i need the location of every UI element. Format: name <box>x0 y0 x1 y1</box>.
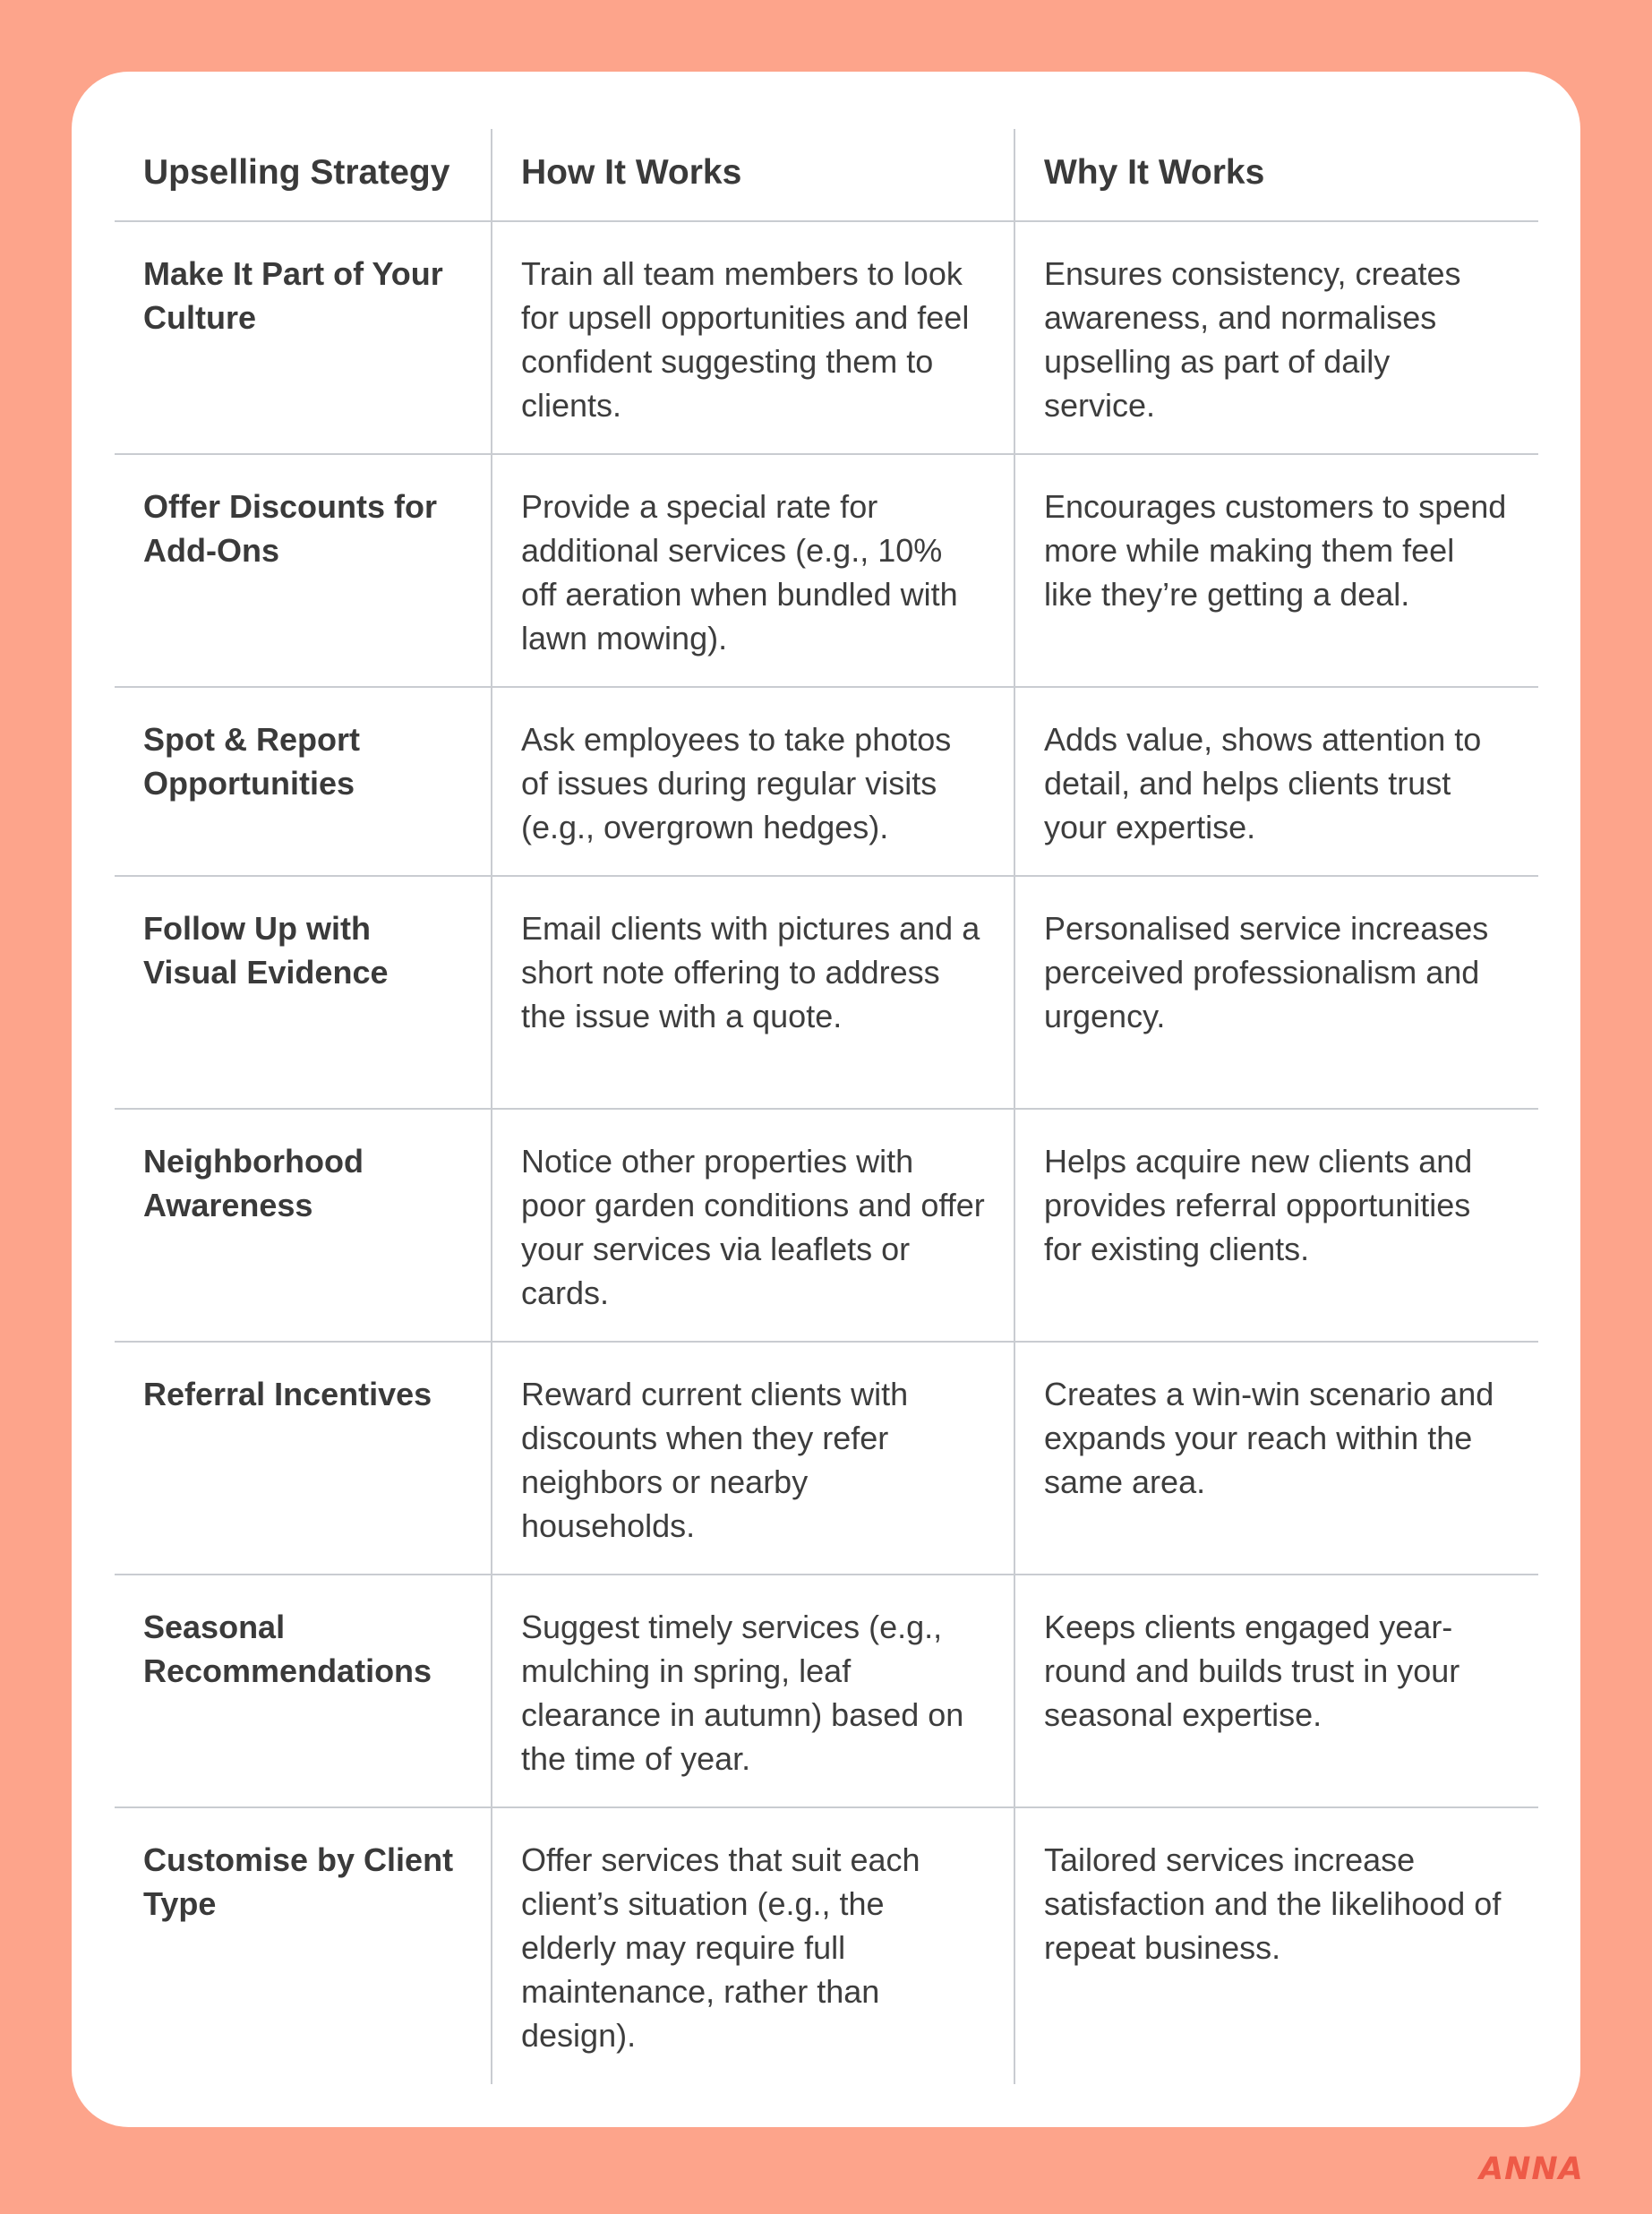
why-it-works-cell: Ensures consistency, creates awareness, and normalises upselling as part of daily service. <box>1014 221 1538 454</box>
strategy-cell: Neighborhood Awareness <box>115 1109 492 1342</box>
how-it-works-cell: Offer services that suit each client’s situation (e.g., the elderly may require full maintenance, rather than design). <box>492 1807 1014 2084</box>
strategy-cell: Referral Incentives <box>115 1342 492 1575</box>
table-row <box>115 876 1538 1109</box>
how-it-works-cell: Suggest timely services (e.g., mulching in spring, leaf clearance in autumn) based on the time of year. <box>492 1575 1014 1807</box>
strategy-cell: Make It Part of Your Culture <box>115 221 492 454</box>
table-row <box>115 687 1538 876</box>
how-it-works-cell: Reward current clients with discounts when they refer neighbors or nearby households. <box>492 1342 1014 1575</box>
table-row <box>115 1109 1538 1342</box>
upselling-strategy-table <box>115 129 1538 2084</box>
why-it-works-cell: Keeps clients engaged year-round and builds trust in your seasonal expertise. <box>1014 1575 1538 1807</box>
why-it-works-cell: Helps acquire new clients and provides referral opportunities for existing clients. <box>1014 1109 1538 1342</box>
how-it-works-cell: Ask employees to take photos of issues during regular visits (e.g., overgrown hedges). <box>492 687 1014 876</box>
table-header-row <box>115 129 1538 221</box>
table-row <box>115 221 1538 454</box>
content-card <box>72 72 1580 2127</box>
how-it-works-cell: Notice other properties with poor garden conditions and offer your services via leaflets or cards. <box>492 1109 1014 1342</box>
table-row <box>115 1342 1538 1575</box>
how-it-works-cell: Train all team members to look for upsell opportunities and feel confident suggesting them to clients. <box>492 221 1014 454</box>
how-it-works-cell: Email clients with pictures and a short note offering to address the issue with a quote. <box>492 876 1014 1109</box>
table-row <box>115 1807 1538 2084</box>
why-it-works-cell: Tailored services increase satisfaction and the likelihood of repeat business. <box>1014 1807 1538 2084</box>
why-it-works-cell: Creates a win-win scenario and expands your reach within the same area. <box>1014 1342 1538 1575</box>
column-header-how: How It Works <box>492 129 1014 221</box>
column-header-why: Why It Works <box>1014 129 1538 221</box>
anna-logo: ANNA <box>1479 2151 1584 2187</box>
strategy-cell: Follow Up with Visual Evidence <box>115 876 492 1109</box>
column-header-strategy: Upselling Strategy <box>115 129 492 221</box>
table-row <box>115 1575 1538 1807</box>
strategy-cell: Spot & Report Opportunities <box>115 687 492 876</box>
why-it-works-cell: Encourages customers to spend more while making them feel like they’re getting a deal. <box>1014 454 1538 687</box>
strategy-cell: Customise by Client Type <box>143 1841 454 1922</box>
table-row <box>115 454 1538 687</box>
why-it-works-cell: Adds value, shows attention to detail, and helps clients trust your expertise. <box>1014 687 1538 876</box>
strategy-cell: Offer Discounts for Add-Ons <box>115 454 492 687</box>
how-it-works-cell: Provide a special rate for additional services (e.g., 10% off aeration when bundled with lawn mowing). <box>492 454 1014 687</box>
why-it-works-cell: Personalised service increases perceived professionalism and urgency. <box>1014 876 1538 1109</box>
strategy-cell: Seasonal Recommendations <box>115 1575 492 1807</box>
